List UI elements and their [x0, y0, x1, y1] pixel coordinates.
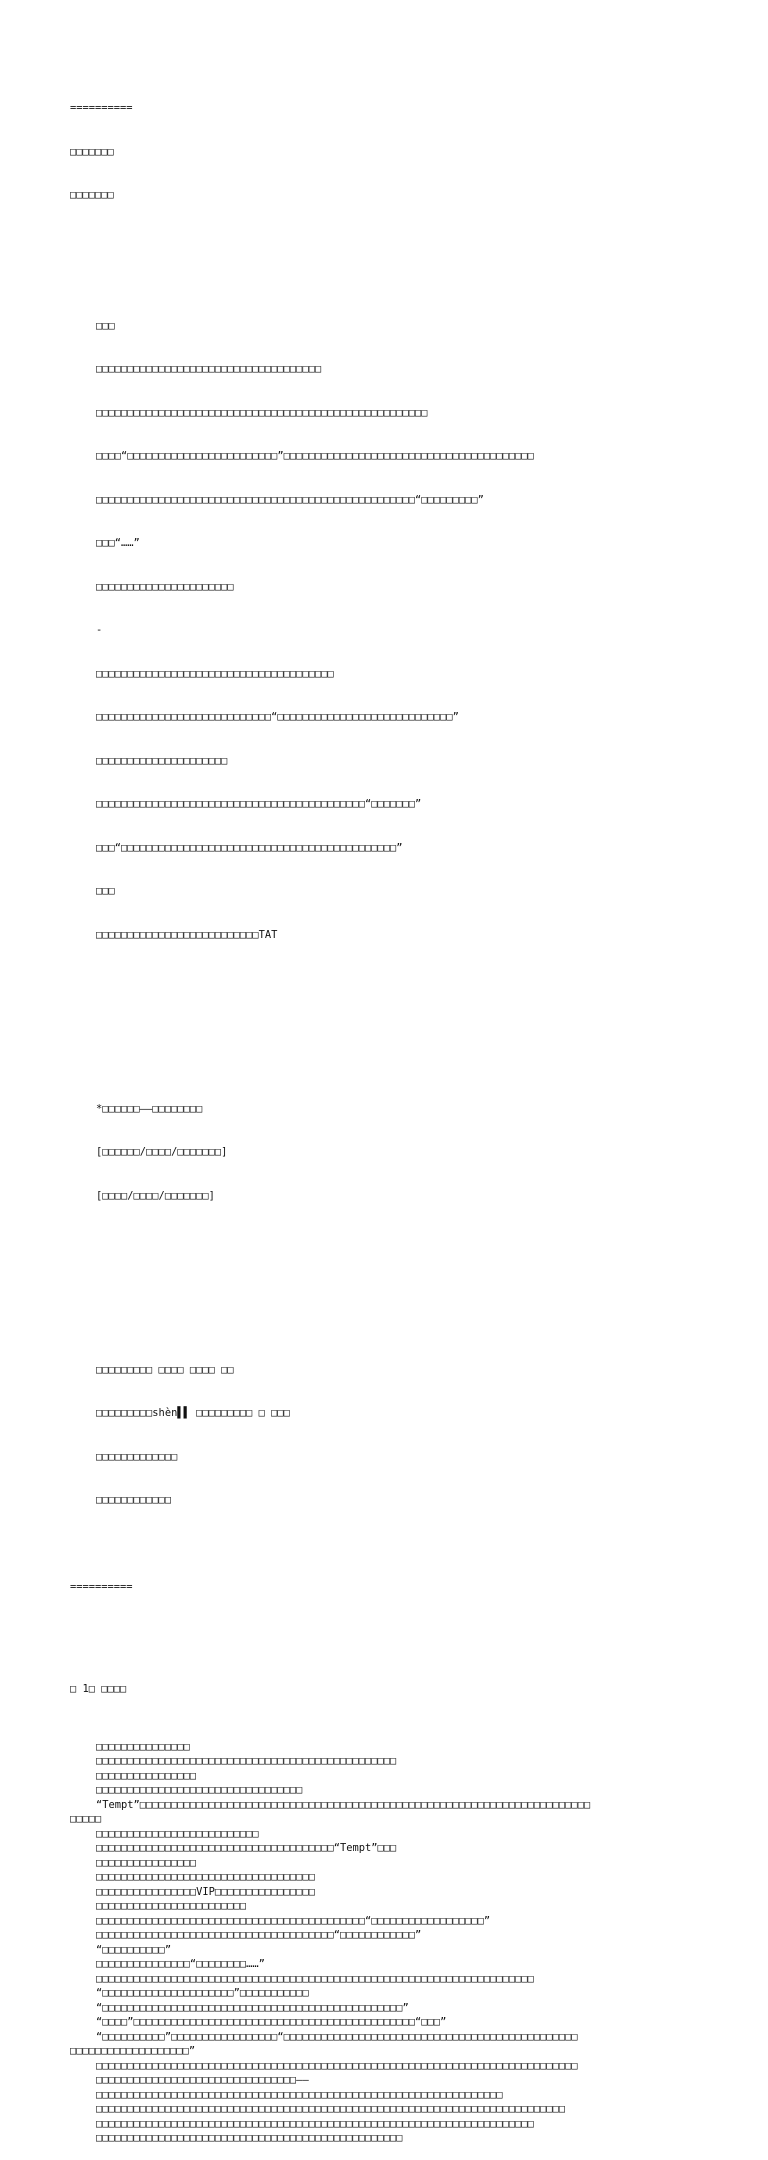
chapter-line: □□□□□□□□□□□□□□□□□□□□□□□□□□□□□□□□□ [96, 1784, 303, 1796]
chapter-line: □□□□□ [70, 1813, 102, 1825]
chapter-line: □□□□□□□□□□□□□□□□□□□□□□□□□□ [96, 1827, 259, 1840]
chapter-body [70, 1740, 710, 2146]
chapter-line: □□□□□□□□□□□□□□□□□□□□□□□□□□□□□□□□□□□□□□□□□□□□□□□□□□□□□□□□□□□□□□□□□□□□□□□□□□□□□ [96, 2059, 578, 2072]
blank-line [70, 1624, 710, 1639]
intro-line: □□□□□□□□□□□□□□□□□□□□□ [96, 754, 228, 767]
chapter-line: □□□□□□□□□□□□□□□□VIP□□□□□□□□□□□□□□□□ [96, 1885, 315, 1898]
chapter-line: □□□□□□□□□□□□□□□□□□□□□□□□□□□□□□□□□□□□□□□□□□□□□□□□□ [96, 2132, 403, 2144]
rule-top: ========== [70, 102, 133, 114]
intro-line: □□□□□□□□□□□□□□□□□□□□□□□□□□□□“□□□□□□□□□□□□□□□□□□□□□□□□□□□□” [96, 711, 459, 723]
blank-line [70, 1276, 710, 1291]
chapter-line: “□□□□□□□□□□□□□□□□□□□□□”□□□□□□□□□□□ [96, 1987, 309, 1999]
intro-line: □□□□□□□□□□□□□□□□□□□□□□□□□□□□□□□□□□□□□□ [96, 667, 334, 680]
intro-line: □□□□□□□□□□□□□□□□□□□□□□ [96, 580, 234, 593]
chapter-line: □□□□□□□□□□□□□□□□ [96, 1856, 197, 1869]
chapter-line: □□□□□□□□□□□□□□□□□□□□□□□□□□□□□□□□□□□□□□□□□□□□□□□□□□□□□□□□□□□□□□□□□ [96, 2088, 503, 2101]
meta-block [70, 1073, 710, 1233]
intro-line: □□□ [96, 885, 115, 897]
header-line-1: □□□□□□□ [70, 145, 114, 158]
chapter-line: □□□□□□□□□□□□□□□□□□□□□□□□□□□□□□□□□□□□□□□□□□□□□□□□□□□□□□□□□□□□□□□□□□□□□□ [96, 2117, 534, 2130]
chapter-line: □□□□□□□□□□□□□□□□□□□□□□□□□□□□□□□□□□□□□□□□□□□□□□□□ [96, 1755, 397, 1767]
document-page [70, 72, 710, 2160]
intro-line: □□□□□□□□□□□□□□□□□□□□□□□□□□□□□□□□□□□□□□□□□□□□□□□□□□□□□ [96, 406, 428, 419]
meta-line: [□□□□/□□□□/□□□□□□□] [96, 1189, 215, 1202]
header-line-2: □□□□□□□ [70, 189, 114, 201]
meta-line: *□□□□□□——□□□□□□□□ [96, 1102, 203, 1115]
chapter-title: □ 1□ □□□□ [70, 1682, 127, 1695]
chapter-line: □□□□□□□□□□□□□□□□□□□□□□□□□□□□□□□□□□□ [96, 1871, 315, 1883]
footer-line: □□□□□□□□□□□□□ [96, 1450, 178, 1463]
intro-line: □□□□□□□□□□□□□□□□□□□□□□□□□□□□□□□□□□□□ [96, 363, 322, 375]
chapter-line: “Tempt”□□□□□□□□□□□□□□□□□□□□□□□□□□□□□□□□□□□□□□□□□□□□□□□□□□□□□□□□□□□□□□□□□□□□□□□□ [96, 1798, 591, 1811]
intro-line: □□□□□□□□□□□□□□□□□□□□□□□□□□□□□□□□□□□□□□□□□□□□□□□□□□□“□□□□□□□□□” [96, 493, 484, 506]
chapter-line: □□□□□□□□□□□□□□□□□□□□□□□□ [96, 1900, 247, 1912]
chapter-line: □□□□□□□□□□□□□□□“□□□□□□□□……” [96, 1958, 265, 1970]
footer-line: □□□□□□□□□shèn▌▌ □□□□□□□□□ □ □□□ [96, 1407, 290, 1419]
chapter-line: □□□□□□□□□□□□□□□□□□□” [70, 2045, 196, 2057]
blank-line [70, 1015, 710, 1030]
intro-line: □□□ [96, 319, 115, 332]
chapter-line: □□□□□□□□□□□□□□□□□□□□□□□□□□□□□□□□□□□□□□“Tempt”□□□ [96, 1842, 397, 1854]
chapter-line: “□□□□□□□□□□”□□□□□□□□□□□□□□□□□“□□□□□□□□□□□□□□□□□□□□□□□□□□□□□□□□□□□□□□□□□□□□□□□ [96, 2030, 578, 2043]
footer-line: □□□□□□□□□□□□ [96, 1494, 172, 1506]
chapter-line: “□□□□□□□□□□” [96, 1943, 172, 1956]
footer-block [70, 1334, 710, 1537]
intro-line: □□□“……” [96, 537, 140, 549]
chapter-line: □□□□□□□□□□□□□□□ [96, 1740, 190, 1753]
chapter-line: □□□□□□□□□□□□□□□□□□□□□□□□□□□□□□□□□□□□□□“□□□□□□□□□□□□” [96, 1929, 422, 1941]
chapter-line: □□□□□□□□□□□□□□□□□□□□□□□□□□□□□□□□—— [96, 2074, 309, 2086]
chapter-line: □□□□□□□□□□□□□□□□□□□□□□□□□□□□□□□□□□□□□□□□□□□“□□□□□□□□□□□□□□□□□□” [96, 1914, 491, 1927]
meta-line: [□□□□□□/□□□□/□□□□□□□] [96, 1146, 228, 1158]
chapter-line: “□□□□□□□□□□□□□□□□□□□□□□□□□□□□□□□□□□□□□□□□□□□□□□□□” [96, 2001, 409, 2014]
intro-line: - [96, 624, 103, 636]
chapter-line: □□□□□□□□□□□□□□□□□□□□□□□□□□□□□□□□□□□□□□□□□□□□□□□□□□□□□□□□□□□□□□□□□□□□□□□□□□□ [96, 2103, 566, 2115]
intro-block [70, 290, 710, 972]
chapter-line: “□□□□”□□□□□□□□□□□□□□□□□□□□□□□□□□□□□□□□□□□□□□□□□□□□□“□□□” [96, 2016, 447, 2028]
chapter-line: □□□□□□□□□□□□□□□□□□□□□□□□□□□□□□□□□□□□□□□□□□□□□□□□□□□□□□□□□□□□□□□□□□□□□□ [96, 1972, 534, 1985]
intro-line: □□□□□□□□□□□□□□□□□□□□□□□□□□□□□□□□□□□□□□□□□□□“□□□□□□□” [96, 798, 422, 810]
footer-line: □□□□□□□□□ □□□□ □□□□ □□ [96, 1363, 234, 1376]
intro-line: □□□□□□□□□□□□□□□□□□□□□□□□□□TAT [96, 928, 278, 941]
intro-line: □□□□“□□□□□□□□□□□□□□□□□□□□□□□□”□□□□□□□□□□□□□□□□□□□□□□□□□□□□□□□□□□□□□□□□ [96, 450, 534, 462]
rule-bottom: ========== [70, 1581, 133, 1593]
blank-line [70, 232, 710, 247]
intro-line: □□□“□□□□□□□□□□□□□□□□□□□□□□□□□□□□□□□□□□□□□□□□□□□□” [96, 841, 403, 854]
chapter-line: □□□□□□□□□□□□□□□□ [96, 1769, 197, 1782]
